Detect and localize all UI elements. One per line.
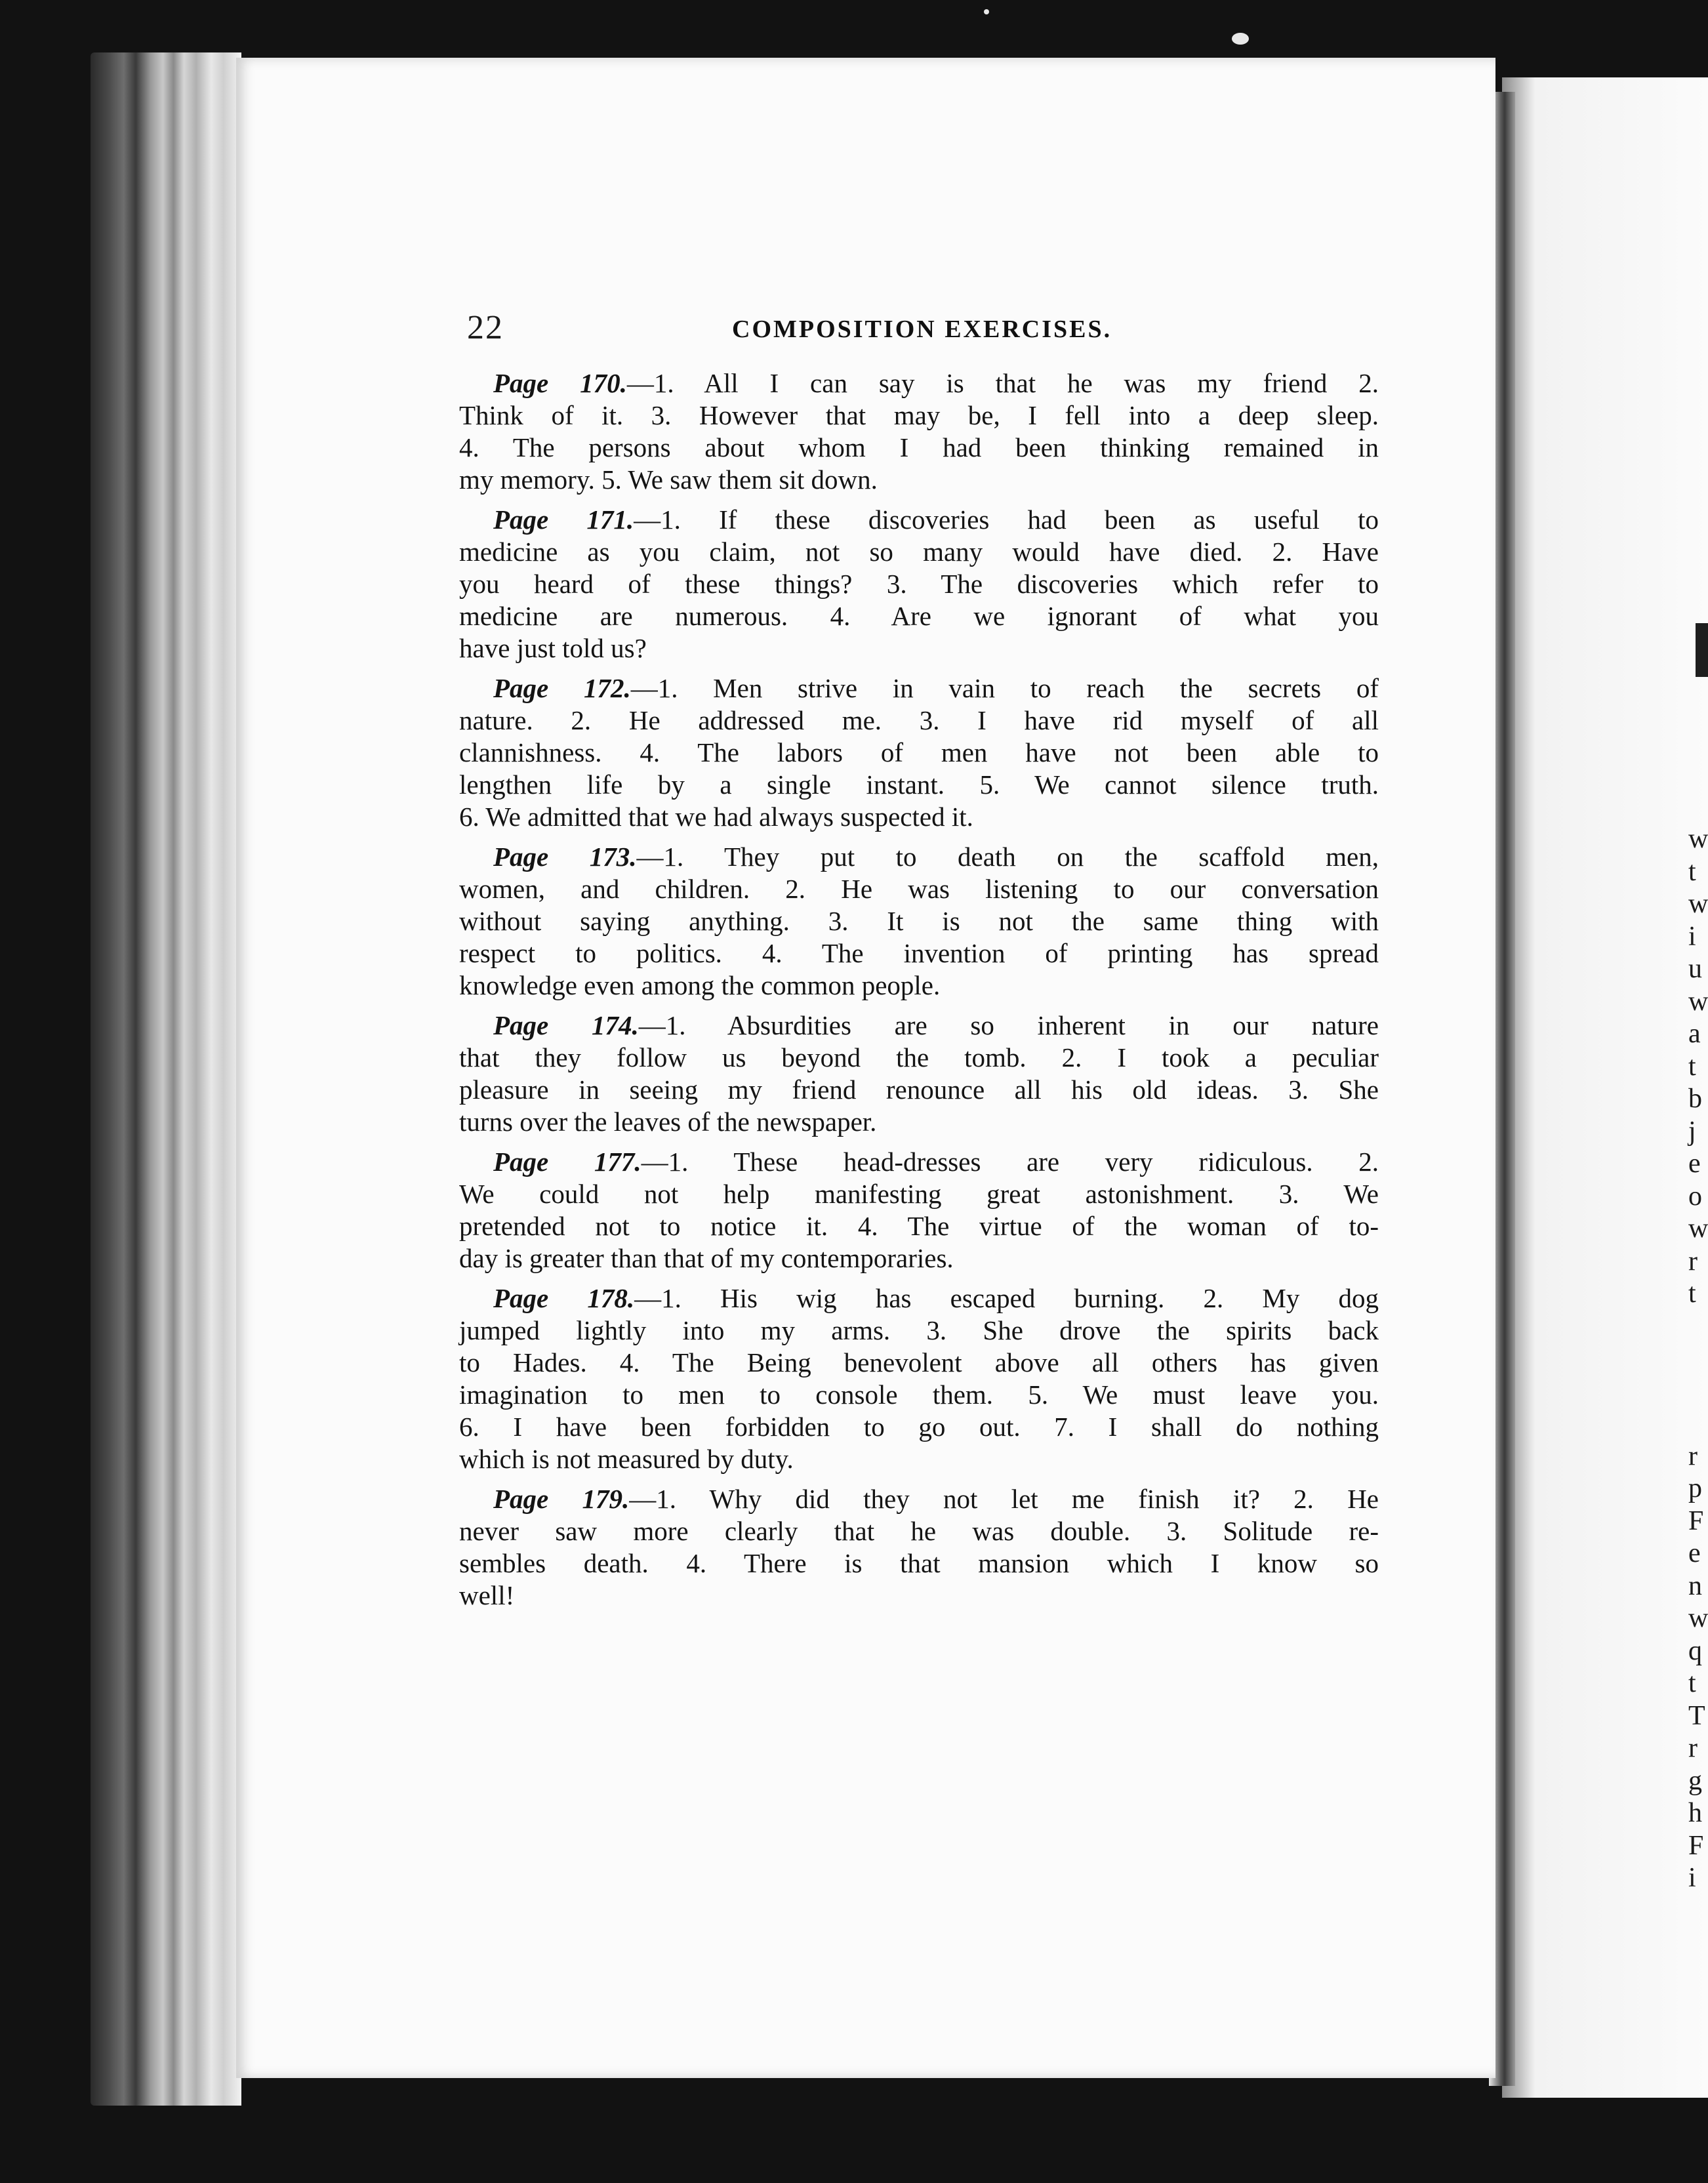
line-text: you heard of these things? 3. The discoveries which refer to [459,569,1379,599]
text-line [459,1347,1379,1379]
line-text: to Hades. 4. The Being benevolent above all others has given [459,1347,1379,1377]
text-line [459,568,1379,600]
facing-page-initial [1696,623,1708,677]
text-line [459,1242,1379,1275]
facing-page-letter: w [1688,824,1708,854]
facing-page-letter: F [1688,1830,1704,1861]
facing-page-edge [1502,77,1708,2098]
text-line [459,536,1379,568]
line-text: Think of it. 3. However that may be, I fell into a deep sleep. [459,400,1379,430]
text-line [459,841,1379,873]
line-text: —1. Why did they not let me finish it? 2. He [629,1484,1379,1514]
facing-page-letter: j [1688,1116,1696,1147]
line-text: clannishness. 4. The labors of men have not been able to [459,737,1379,767]
line-text: never saw more clearly that he was double. 3. Solitude re- [459,1516,1379,1546]
line-text: have just told us? [459,633,647,663]
text-line [459,1042,1379,1074]
text-line [459,873,1379,905]
text-line [459,1106,1379,1138]
text-line [459,704,1379,737]
line-text: my memory. 5. We saw them sit down. [459,464,878,495]
text-line [459,1146,1379,1178]
line-text: knowledge even among the common people. [459,970,941,1000]
exercise-paragraph [459,672,1379,833]
line-text: —1. All I can say is that he was my friend 2. [626,368,1379,398]
text-line [459,801,1379,833]
line-text: well! [459,1580,515,1610]
facing-page-letter: e [1688,1149,1701,1179]
text-line [459,464,1379,496]
facing-page-letter: r [1688,1246,1698,1276]
line-text: that they follow us beyond the tomb. 2. I took a peculiar [459,1042,1379,1072]
facing-page-letter: u [1688,954,1702,984]
line-text: We could not help manifesting great astonishment. 3. We [459,1179,1379,1209]
facing-page-letter: i [1688,921,1696,952]
text-line [459,769,1379,801]
facing-page-letter: w [1688,889,1708,919]
text-line [459,937,1379,969]
text-line [459,432,1379,464]
line-text: medicine are numerous. 4. Are we ignorant of what you [459,601,1379,631]
line-text: sembles death. 4. There is that mansion which I know so [459,1548,1379,1578]
text-line [459,1515,1379,1547]
facing-page-letter: r [1688,1733,1698,1763]
text-line [459,672,1379,704]
facing-page-letter [1688,1408,1708,1440]
text-line [459,632,1379,664]
text-line [459,399,1379,432]
facing-page-letter [1688,1343,1708,1376]
exercise-paragraph [459,504,1379,664]
text-line [459,367,1379,399]
facing-page-letter: t [1688,1051,1696,1082]
line-text: respect to politics. 4. The invention of printing has spread [459,938,1379,968]
line-text: 4. The persons about whom I had been thinking remained in [459,432,1379,462]
scan-speck [984,9,989,14]
line-text: nature. 2. He addressed me. 3. I have rid myself of all [459,705,1379,735]
text-line [459,1483,1379,1515]
text-line [459,1580,1379,1612]
text-line [459,1411,1379,1443]
facing-page-letter: n [1688,1570,1702,1601]
page-reference-label: Page 172. [493,673,631,703]
text-line [459,504,1379,536]
text-line [459,1547,1379,1580]
text-line [459,1210,1379,1242]
facing-page-letter: w [1688,986,1708,1017]
text-line [459,1282,1379,1315]
page-number: 22 [467,309,504,346]
facing-page-letter: w [1688,1603,1708,1633]
line-text: medicine as you claim, not so many would have died. 2. Have [459,537,1379,567]
exercise-paragraph [459,841,1379,1002]
facing-page-text-fragments [1688,823,1708,1895]
exercise-paragraph [459,367,1379,496]
line-text: pretended not to notice it. 4. The virtue of the woman of to- [459,1211,1379,1241]
line-text: imagination to men to console them. 5. We must leave you. [459,1379,1379,1410]
page-reference-label: Page 170. [493,368,627,398]
line-text: women, and children. 2. He was listening to our conversation [459,874,1379,904]
facing-page-letter: t [1688,1278,1696,1309]
running-title: COMPOSITION EXERCISES. [732,316,1112,343]
line-text: —1. They put to death on the scaffold men, [636,842,1379,872]
line-text: lengthen life by a single instant. 5. We cannot silence truth. [459,769,1379,800]
facing-page-letter [1688,1311,1708,1343]
page-reference-label: Page 174. [493,1010,639,1040]
facing-page-letter [1688,1376,1708,1408]
line-text: 6. We admitted that we had always suspected it. [459,802,973,832]
facing-page-letter: r [1688,1440,1698,1471]
page-reference-label: Page 179. [493,1484,630,1514]
facing-page-letter: w [1688,1214,1708,1244]
scan-speck [1232,33,1249,45]
line-text: which is not measured by duty. [459,1444,794,1474]
line-text: pleasure in seeing my friend renounce all his old ideas. 3. She [459,1074,1379,1105]
text-line [459,1010,1379,1042]
page-reference-label: Page 178. [493,1283,635,1313]
line-text: —1. His wig has escaped burning. 2. My dog [634,1283,1379,1313]
line-text: day is greater than that of my contemporaries. [459,1243,954,1273]
facing-page-letter: b [1688,1084,1702,1114]
exercise-paragraph [459,1010,1379,1138]
exercise-paragraph [459,1282,1379,1475]
exercise-paragraph [459,1146,1379,1275]
line-text: jumped lightly into my arms. 3. She drove the spirits back [459,1315,1379,1345]
text-line [459,1315,1379,1347]
facing-page-letter: q [1688,1635,1702,1666]
exercise-text [459,367,1379,1620]
facing-page-letter: t [1688,856,1696,887]
facing-page-letter: F [1688,1505,1704,1536]
text-line [459,905,1379,937]
facing-page-letter: o [1688,1181,1702,1212]
facing-page-letter: a [1688,1019,1701,1049]
facing-page-letter: t [1688,1668,1696,1698]
page-reference-label: Page 171. [493,504,634,535]
line-text: —1. If these discoveries had been as useful to [634,504,1379,535]
line-text: —1. Absurdities are so inherent in our nature [638,1010,1379,1040]
text-line [459,737,1379,769]
line-text: —1. These head-dresses are very ridiculous. 2. [641,1147,1379,1177]
line-text: turns over the leaves of the newspaper. [459,1107,877,1137]
text-line [459,600,1379,632]
page-edges [91,52,241,2106]
facing-page-letter: e [1688,1538,1701,1568]
text-line [459,969,1379,1002]
text-line [459,1443,1379,1475]
facing-page-letter: h [1688,1798,1702,1828]
facing-page-letter: p [1688,1473,1702,1503]
text-line [459,1379,1379,1411]
line-text: 6. I have been forbidden to go out. 7. I shall do nothing [459,1412,1379,1442]
text-line [459,1074,1379,1106]
facing-page-letter: T [1688,1700,1705,1731]
facing-page-letter: i [1688,1863,1696,1893]
text-line [459,1178,1379,1210]
line-text: without saying anything. 3. It is not the same thing with [459,906,1379,936]
page-reference-label: Page 177. [493,1147,641,1177]
page-reference-label: Page 173. [493,842,637,872]
exercise-paragraph [459,1483,1379,1612]
line-text: —1. Men strive in vain to reach the secrets of [630,673,1379,703]
facing-page-letter: g [1688,1765,1702,1796]
running-head [467,308,1364,348]
